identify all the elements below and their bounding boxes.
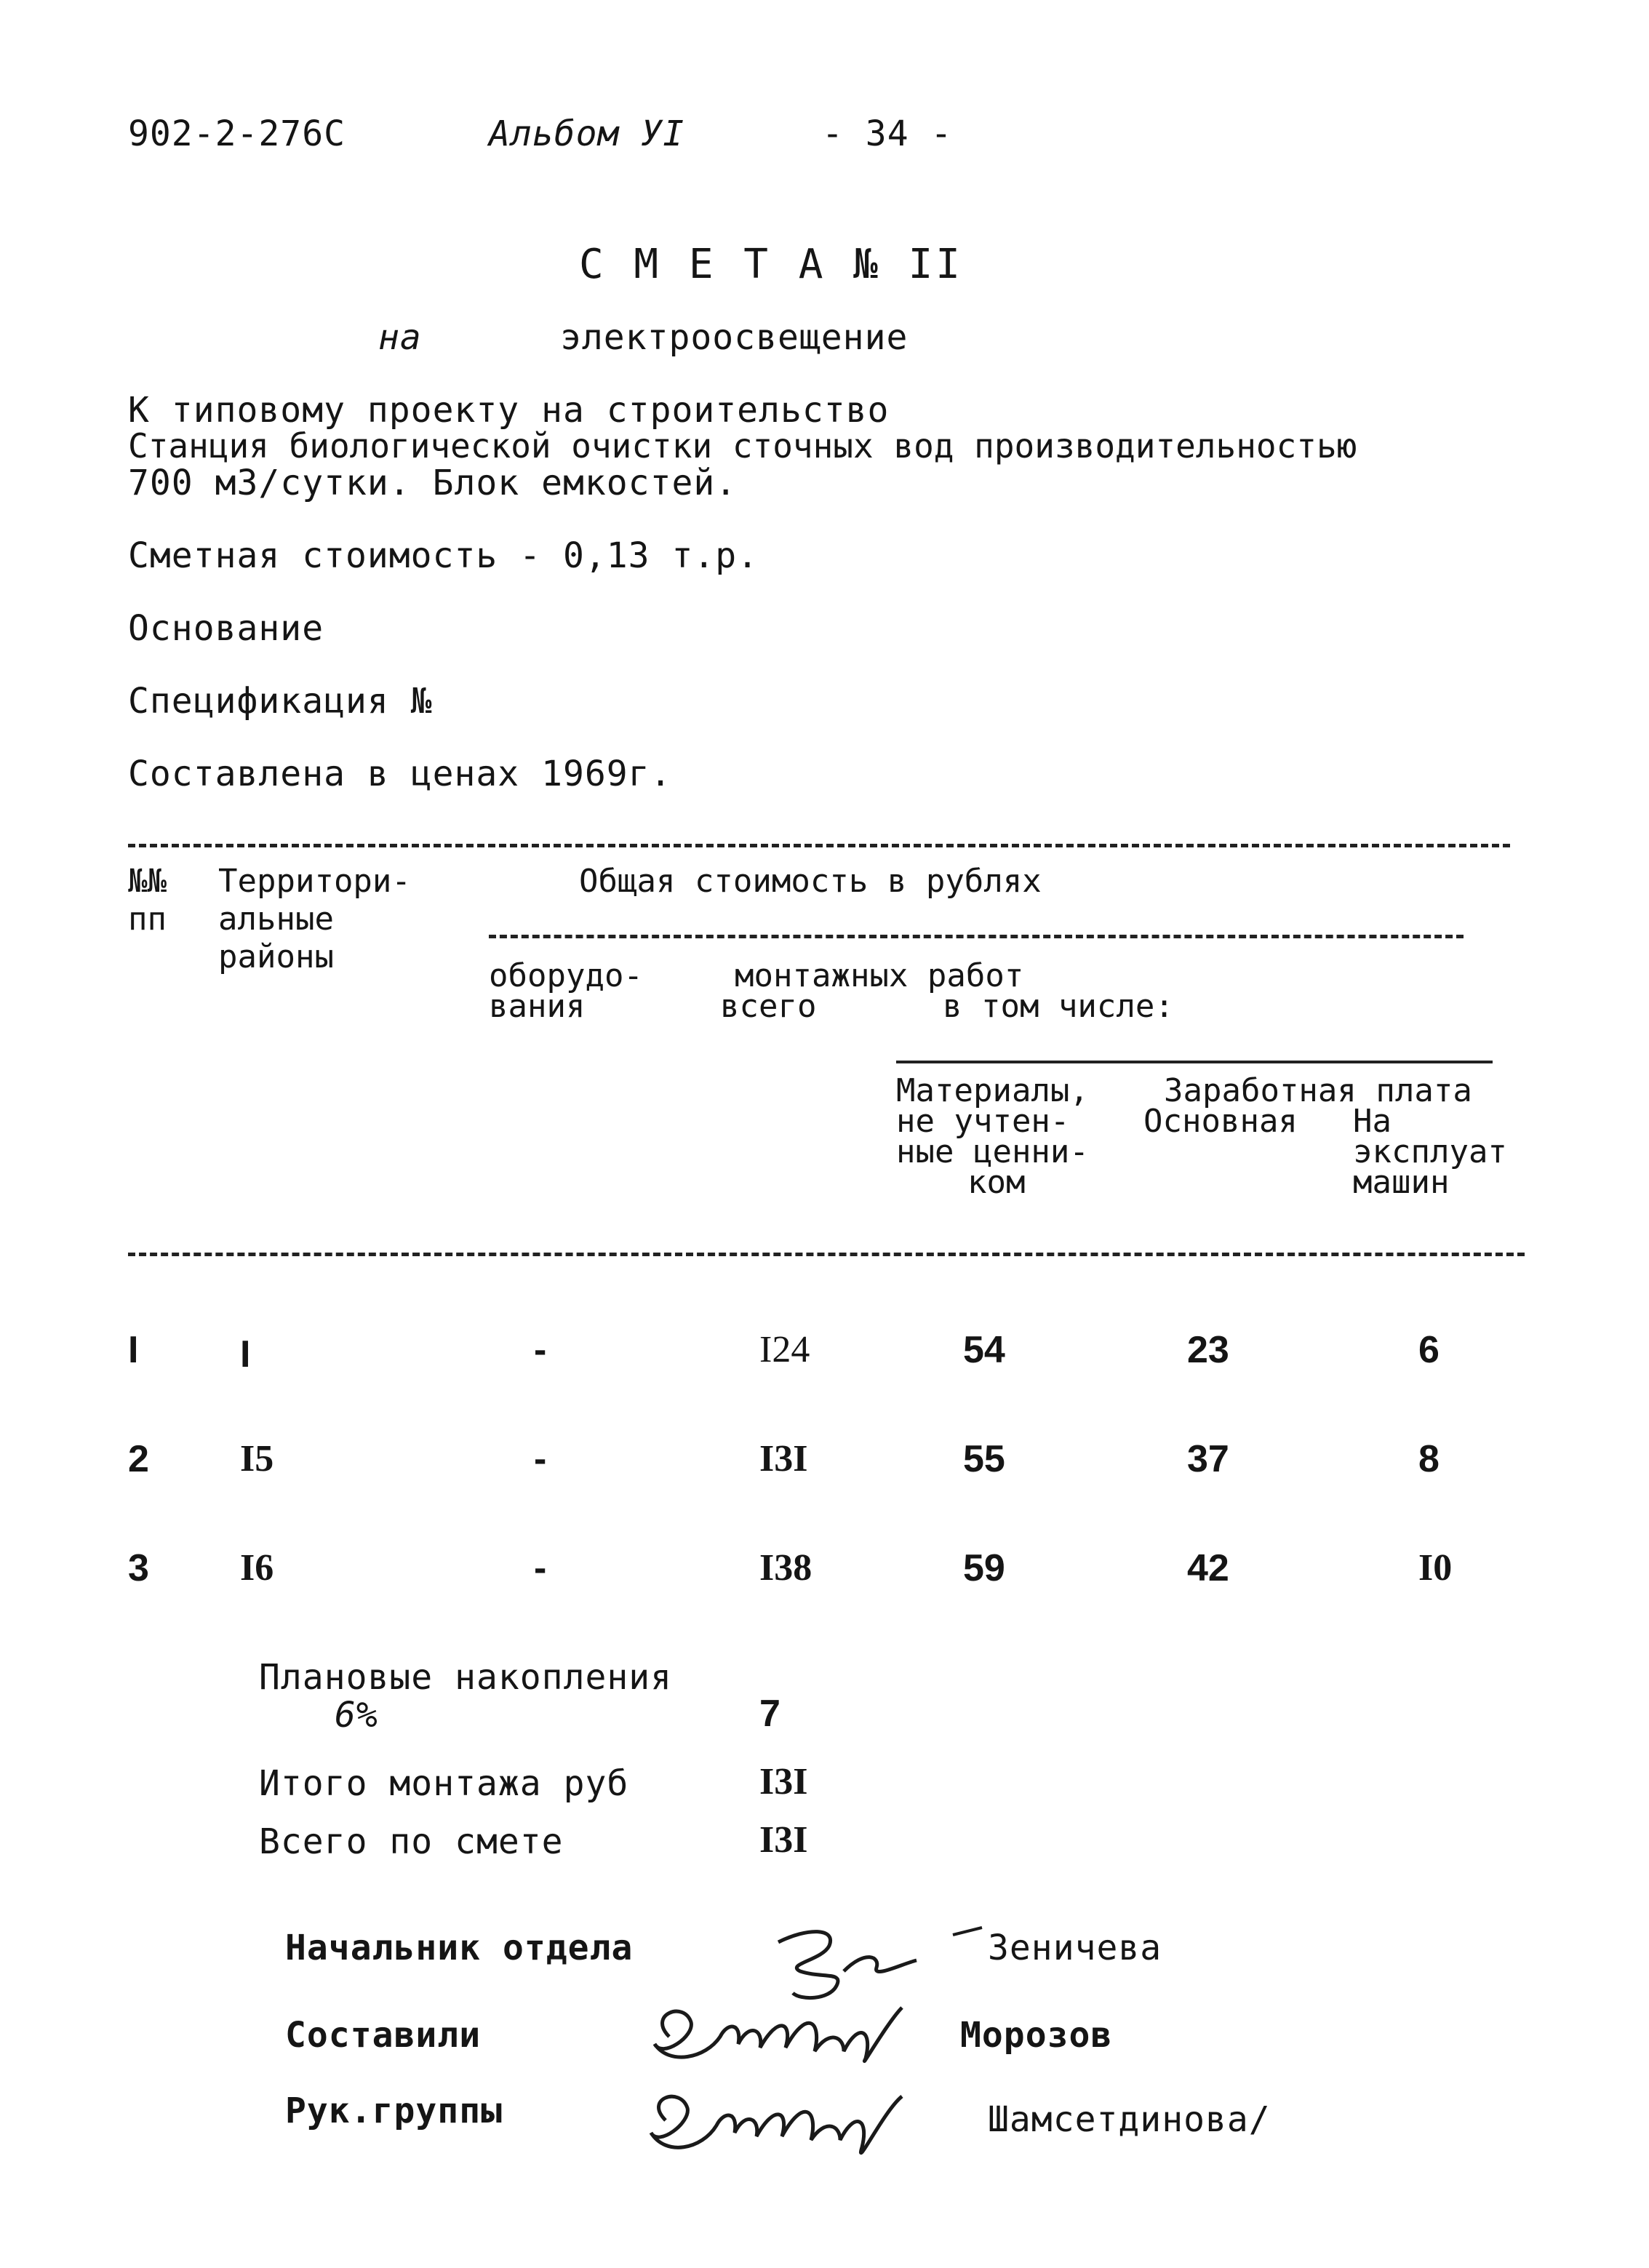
install-total-value: I3I [759, 1761, 808, 1802]
row-no: 2 [128, 1438, 149, 1480]
project-line-1: К типовому проекту на строительство [128, 390, 890, 431]
table-header-rule [128, 1253, 1525, 1256]
project-line-3: 700 м3/сутки. Блок емкостей. [128, 463, 738, 503]
handwritten-signature-compilers [640, 1993, 946, 2080]
row-equipment: - [534, 1329, 547, 1371]
basis-label: Основание [128, 608, 324, 649]
estimate-total-label: Всего по смете [259, 1821, 564, 1862]
group-wage-header: Заработная плата [1164, 1072, 1472, 1109]
col-materials-header-4: ком [967, 1164, 1026, 1201]
planned-accumulation-label: Плановые накопления [259, 1657, 673, 1698]
row-install-total: I24 [759, 1329, 810, 1370]
col-machines-header-2: эксплуат [1353, 1133, 1507, 1170]
signature-name-compilers: Морозов [960, 2015, 1113, 2056]
page-number: - 34 - [822, 113, 953, 154]
signature-name-group-lead: Шамсетдинова/ [988, 2099, 1271, 2140]
row-install-total: I3I [759, 1438, 808, 1480]
col-no-header-2: пп [128, 901, 167, 938]
row-equipment: - [534, 1547, 547, 1589]
col-region-header-3: районы [218, 938, 334, 975]
row-install-total: I38 [759, 1547, 812, 1589]
row-machines: 8 [1418, 1438, 1440, 1480]
planned-accumulation-value: 7 [759, 1693, 780, 1735]
estimate-total-value: I3I [759, 1819, 808, 1861]
row-materials: 55 [963, 1438, 1005, 1480]
group-install-header: монтажных работ [735, 957, 1024, 994]
signature-name-head: Зеничева [988, 1928, 1162, 1968]
prices-note: Составлена в ценах 1969г. [128, 754, 672, 794]
row-wage: 23 [1187, 1329, 1229, 1371]
row-region: I6 [240, 1547, 274, 1589]
col-machines-header-1: На [1353, 1103, 1392, 1140]
project-line-2: Станция биологической очистки сточных вод производительностью [128, 426, 1357, 466]
doc-code: 902-2-276C [128, 113, 346, 154]
col-wage-base-header: Основная [1143, 1103, 1298, 1140]
title-subject: электроосвещение [560, 317, 909, 358]
row-wage: 37 [1187, 1438, 1229, 1480]
col-no-header-1: №№ [128, 863, 167, 900]
handwritten-signature-group-lead [633, 2080, 938, 2175]
col-equipment-header-1: оборудо- [489, 957, 643, 994]
title-prefix: на [378, 317, 422, 358]
col-install-total-header: всего [720, 988, 817, 1025]
row-machines: I0 [1418, 1547, 1453, 1589]
group-including-header: в том числе: [943, 988, 1174, 1025]
row-machines: 6 [1418, 1329, 1440, 1371]
col-materials-header-2: не учтен- [896, 1103, 1070, 1140]
row-no: I [128, 1329, 139, 1371]
group-total-cost-header: Общая стоимость в рублях [579, 863, 1042, 900]
col-materials-header-1: Материалы, [896, 1072, 1089, 1109]
row-no: 3 [128, 1547, 149, 1589]
col-machines-header-3: машин [1353, 1164, 1450, 1201]
row-materials: 59 [963, 1547, 1005, 1589]
row-materials: 54 [963, 1329, 1005, 1371]
row-region: I5 [240, 1438, 274, 1480]
signature-role-head: Начальник отдела [285, 1928, 634, 1968]
signature-role-group-lead: Рук.группы [285, 2091, 503, 2131]
including-rule [896, 1061, 1493, 1063]
specification-label: Спецификация № [128, 681, 433, 722]
row-region: I [240, 1333, 251, 1375]
planned-accumulation-percent: 6% [335, 1695, 378, 1736]
table-top-rule [128, 844, 1510, 847]
col-region-header-2: альные [218, 901, 334, 938]
col-equipment-header-2: вания [489, 988, 586, 1025]
col-materials-header-3: ные ценни- [896, 1133, 1089, 1170]
album-label: Альбом УI [489, 113, 685, 154]
group-total-rule [489, 935, 1464, 938]
row-equipment: - [534, 1438, 547, 1480]
row-wage: 42 [1187, 1547, 1229, 1589]
col-region-header-1: Территори- [218, 863, 411, 900]
document-title: С М Е Т А № II [579, 241, 964, 288]
install-total-label: Итого монтажа руб [259, 1763, 629, 1804]
signature-role-compilers: Составили [285, 2015, 482, 2056]
estimated-cost: Сметная стоимость - 0,13 т.р. [128, 535, 759, 576]
